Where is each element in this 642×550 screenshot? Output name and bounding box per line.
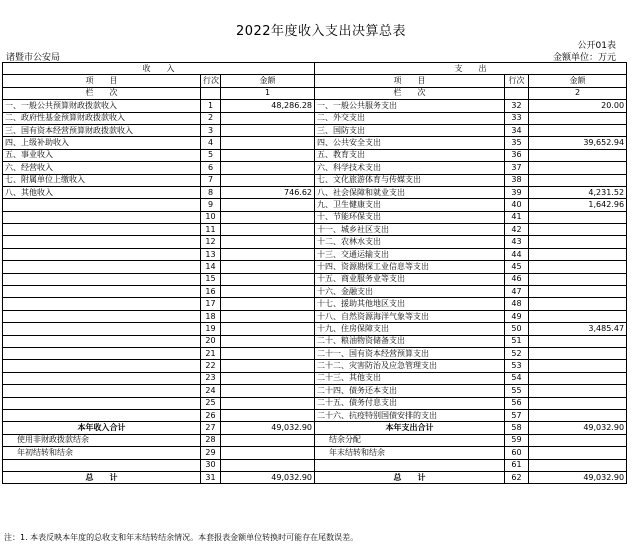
expense-row-no: 45: [505, 261, 529, 273]
table-row: [3, 310, 627, 322]
expense-section-header: 支 出: [315, 63, 627, 75]
expense-item: 二十三、其他支出: [315, 372, 505, 384]
expense-item: 十一、城乡社区支出: [315, 224, 505, 236]
income-item: [3, 347, 201, 359]
expense-row-no: 44: [505, 248, 529, 260]
expense-total-amount: 49,032.90: [529, 422, 627, 434]
expense-amount: 1,642.96: [529, 199, 627, 211]
income-item: [3, 385, 201, 397]
income-item: [3, 248, 201, 260]
income-grand-total-row-no: 31: [201, 471, 221, 483]
expense-amount: [529, 174, 627, 186]
expense-row-no: 54: [505, 372, 529, 384]
expense-item-header: 项 目: [315, 75, 505, 87]
income-amount: [221, 360, 315, 372]
expense-amount: [529, 273, 627, 285]
table-row: [3, 199, 627, 211]
table-row: [3, 397, 627, 409]
income-row-no-header: 行次: [201, 75, 221, 87]
income-row-no: 20: [201, 335, 221, 347]
expense-amount: [529, 459, 627, 471]
expense-row-no: 60: [505, 447, 529, 459]
income-item: 八、其他收入: [3, 186, 201, 198]
expense-item: 四、公共安全支出: [315, 137, 505, 149]
income-row-no: 23: [201, 372, 221, 384]
income-row-no: 26: [201, 409, 221, 421]
income-item: [3, 360, 201, 372]
expense-row-no: 39: [505, 186, 529, 198]
expense-amount: [529, 236, 627, 248]
organization-name: 诸暨市公安局: [6, 53, 61, 63]
expense-grand-total-row-no: 62: [505, 471, 529, 483]
expense-row-no: 55: [505, 385, 529, 397]
income-amount-header: 金额: [221, 75, 315, 87]
income-total-row-no: 27: [201, 422, 221, 434]
table-row: [3, 236, 627, 248]
income-row-no: 3: [201, 124, 221, 136]
table-row: [3, 224, 627, 236]
income-amount: [221, 137, 315, 149]
income-row-no: 13: [201, 248, 221, 260]
income-amount: [221, 323, 315, 335]
table-row: [3, 347, 627, 359]
expense-row-no: 36: [505, 149, 529, 161]
expense-amount: [529, 385, 627, 397]
income-lanci-label: 栏 次: [3, 87, 201, 99]
expense-amount: [529, 298, 627, 310]
income-row-no: 21: [201, 347, 221, 359]
income-amount: [221, 310, 315, 322]
income-item-header: 项 目: [3, 75, 201, 87]
expense-item: 七、文化旅游体育与传媒支出: [315, 174, 505, 186]
income-total-amount: 49,032.90: [221, 422, 315, 434]
income-amount: [221, 162, 315, 174]
income-row-no: 29: [201, 447, 221, 459]
expense-item: [315, 459, 505, 471]
empty-cell: [201, 87, 221, 99]
income-amount: [221, 199, 315, 211]
table-row: [3, 261, 627, 273]
expense-amount: [529, 124, 627, 136]
table-column-header-row: [3, 75, 627, 87]
income-item: [3, 335, 201, 347]
expense-amount: [529, 409, 627, 421]
table-row: [3, 248, 627, 260]
expense-item: 十八、自然资源海洋气象等支出: [315, 310, 505, 322]
report-title: 2022年度收入支出决算总表: [235, 24, 407, 39]
income-row-no: 17: [201, 298, 221, 310]
income-amount: [221, 273, 315, 285]
expense-amount: 20.00: [529, 100, 627, 112]
income-item: [3, 397, 201, 409]
income-item: [3, 323, 201, 335]
income-amount: [221, 347, 315, 359]
expense-item: 六、科学技术支出: [315, 162, 505, 174]
table-row: [3, 335, 627, 347]
expense-row-no-header: 行次: [505, 75, 529, 87]
expense-grand-total-label: 总 计: [315, 471, 505, 483]
expense-row-no: 52: [505, 347, 529, 359]
expense-item: 九、卫生健康支出: [315, 199, 505, 211]
expense-item: 五、教育支出: [315, 149, 505, 161]
income-amount: [221, 409, 315, 421]
table-row: [3, 124, 627, 136]
footnote: 注：1. 本表反映本年度的总收支和年末结转结余情况。本套报表金额单位转换时可能存在尾数误差。: [4, 533, 359, 542]
expense-grand-total-amount: 49,032.90: [529, 471, 627, 483]
income-row-no: 11: [201, 224, 221, 236]
income-item: [3, 236, 201, 248]
income-amount: [221, 248, 315, 260]
expense-total-row-no: 58: [505, 422, 529, 434]
expense-row-no: 47: [505, 286, 529, 298]
income-row-no: 24: [201, 385, 221, 397]
income-amount: [221, 335, 315, 347]
income-amount: [221, 149, 315, 161]
expense-amount: [529, 372, 627, 384]
income-item: 四、上级补助收入: [3, 137, 201, 149]
income-row-no: 8: [201, 186, 221, 198]
income-amount: [221, 236, 315, 248]
expense-row-no: 51: [505, 335, 529, 347]
budget-summary-table: [2, 62, 627, 484]
expense-row-no: 53: [505, 360, 529, 372]
expense-amount: 3,485.47: [529, 323, 627, 335]
expense-row-no: 46: [505, 273, 529, 285]
income-item: 五、事业收入: [3, 149, 201, 161]
income-row-no: 4: [201, 137, 221, 149]
table-row: [3, 211, 627, 223]
expense-row-no: 43: [505, 236, 529, 248]
income-col-index: 1: [221, 87, 315, 99]
income-amount: [221, 447, 315, 459]
income-row-no: 12: [201, 236, 221, 248]
expense-row-no: 33: [505, 112, 529, 124]
income-amount: [221, 459, 315, 471]
income-item: [3, 286, 201, 298]
table-row: [3, 409, 627, 421]
income-item: [3, 298, 201, 310]
expense-amount: [529, 162, 627, 174]
income-row-no: 30: [201, 459, 221, 471]
income-amount: [221, 124, 315, 136]
expense-row-no: 59: [505, 434, 529, 446]
expense-amount: [529, 211, 627, 223]
income-grand-total-label: 总 计: [3, 471, 201, 483]
income-amount: [221, 298, 315, 310]
income-row-no: 19: [201, 323, 221, 335]
expense-item: 一、一般公共服务支出: [315, 100, 505, 112]
income-row-no: 6: [201, 162, 221, 174]
expense-item: 结余分配: [315, 434, 505, 446]
income-row-no: 10: [201, 211, 221, 223]
income-total-label: 本年收入合计: [3, 422, 201, 434]
table-section-header-row: [3, 63, 627, 75]
income-row-no: 7: [201, 174, 221, 186]
income-item: [3, 409, 201, 421]
expense-item: 十五、商业服务业等支出: [315, 273, 505, 285]
expense-item: 十三、交通运输支出: [315, 248, 505, 260]
income-item: [3, 224, 201, 236]
expense-amount: [529, 310, 627, 322]
expense-item: 八、社会保障和就业支出: [315, 186, 505, 198]
income-row-no: 15: [201, 273, 221, 285]
expense-amount-header: 金额: [529, 75, 627, 87]
table-row: [3, 286, 627, 298]
income-item: 三、国有资本经营预算财政拨款收入: [3, 124, 201, 136]
table-row: [3, 323, 627, 335]
expense-amount: 39,652.94: [529, 137, 627, 149]
expense-row-no: 48: [505, 298, 529, 310]
expense-amount: [529, 447, 627, 459]
expense-item: 二十二、灾害防治及应急管理支出: [315, 360, 505, 372]
table-row: [3, 162, 627, 174]
income-item: [3, 372, 201, 384]
table-row: [3, 100, 627, 112]
income-amount: [221, 286, 315, 298]
expense-row-no: 35: [505, 137, 529, 149]
table-row: [3, 447, 627, 459]
table-row: [3, 186, 627, 198]
expense-item: 二十、粮油物资储备支出: [315, 335, 505, 347]
table-row: [3, 434, 627, 446]
expense-total-label: 本年支出合计: [315, 422, 505, 434]
expense-row-no: 32: [505, 100, 529, 112]
income-item: 一、一般公共预算财政拨款收入: [3, 100, 201, 112]
table-row: [3, 459, 627, 471]
income-item: 六、经营收入: [3, 162, 201, 174]
income-row-no: 2: [201, 112, 221, 124]
income-item: [3, 211, 201, 223]
income-item: 年初结转和结余: [3, 447, 201, 459]
expense-row-no: 49: [505, 310, 529, 322]
income-item: 使用非财政拨款结余: [3, 434, 201, 446]
expense-item: 二十一、国有资本经营预算支出: [315, 347, 505, 359]
income-row-no: 16: [201, 286, 221, 298]
expense-row-no: 34: [505, 124, 529, 136]
expense-item: 十二、农林水支出: [315, 236, 505, 248]
form-code: 公开01表: [577, 41, 616, 51]
expense-item: 十四、资源勘探工业信息等支出: [315, 261, 505, 273]
income-row-no: 14: [201, 261, 221, 273]
income-grand-total-amount: 49,032.90: [221, 471, 315, 483]
income-item: [3, 459, 201, 471]
expense-row-no: 61: [505, 459, 529, 471]
table-row: [3, 149, 627, 161]
table-row: [3, 174, 627, 186]
expense-amount: [529, 397, 627, 409]
income-item: 七、附属单位上缴收入: [3, 174, 201, 186]
expense-amount: [529, 224, 627, 236]
income-section-header: 收 入: [3, 63, 315, 75]
income-amount: [221, 112, 315, 124]
income-item: [3, 310, 201, 322]
expense-item: 二、外交支出: [315, 112, 505, 124]
expense-amount: [529, 360, 627, 372]
expense-row-no: 41: [505, 211, 529, 223]
expense-row-no: 50: [505, 323, 529, 335]
expense-row-no: 40: [505, 199, 529, 211]
income-row-no: 1: [201, 100, 221, 112]
expense-amount: [529, 112, 627, 124]
table-row: [3, 137, 627, 149]
expense-row-no: 57: [505, 409, 529, 421]
income-row-no: 18: [201, 310, 221, 322]
income-item: [3, 199, 201, 211]
expense-row-no: 37: [505, 162, 529, 174]
income-row-no: 25: [201, 397, 221, 409]
income-amount: 48,286.28: [221, 100, 315, 112]
income-amount: [221, 261, 315, 273]
income-amount: [221, 434, 315, 446]
empty-cell: [505, 87, 529, 99]
expense-amount: [529, 434, 627, 446]
expense-item: 十七、援助其他地区支出: [315, 298, 505, 310]
expense-item: 三、国防支出: [315, 124, 505, 136]
income-amount: [221, 174, 315, 186]
expense-item: 二十六、抗疫特别国债安排的支出: [315, 409, 505, 421]
grand-total-row: [3, 471, 627, 483]
income-row-no: 5: [201, 149, 221, 161]
expense-row-no: 38: [505, 174, 529, 186]
expense-item: 十九、住房保障支出: [315, 323, 505, 335]
expense-lanci-label: 栏 次: [315, 87, 505, 99]
expense-col-index: 2: [529, 87, 627, 99]
amount-unit: 金额单位：万元: [552, 53, 616, 63]
expense-row-no: 56: [505, 397, 529, 409]
expense-row-no: 42: [505, 224, 529, 236]
expense-item: 十六、金融支出: [315, 286, 505, 298]
income-amount: 746.62: [221, 186, 315, 198]
expense-item: 二十四、债务还本支出: [315, 385, 505, 397]
table-column-index-row: [3, 87, 627, 99]
expense-amount: [529, 286, 627, 298]
expense-amount: [529, 149, 627, 161]
expense-amount: [529, 335, 627, 347]
income-amount: [221, 397, 315, 409]
table-row: [3, 385, 627, 397]
annual-total-row: [3, 422, 627, 434]
expense-amount: 4,231.52: [529, 186, 627, 198]
income-row-no: 28: [201, 434, 221, 446]
income-item: [3, 273, 201, 285]
expense-amount: [529, 261, 627, 273]
table-row: [3, 298, 627, 310]
income-amount: [221, 224, 315, 236]
income-amount: [221, 211, 315, 223]
income-row-no: 9: [201, 199, 221, 211]
income-amount: [221, 372, 315, 384]
table-row: [3, 360, 627, 372]
expense-amount: [529, 248, 627, 260]
expense-item: 二十五、债务付息支出: [315, 397, 505, 409]
table-row: [3, 273, 627, 285]
table-row: [3, 112, 627, 124]
expense-item: 十、节能环保支出: [315, 211, 505, 223]
income-amount: [221, 385, 315, 397]
table-row: [3, 372, 627, 384]
expense-item: 年末结转和结余: [315, 447, 505, 459]
income-item: [3, 261, 201, 273]
income-item: 二、政府性基金预算财政拨款收入: [3, 112, 201, 124]
expense-amount: [529, 347, 627, 359]
income-row-no: 22: [201, 360, 221, 372]
